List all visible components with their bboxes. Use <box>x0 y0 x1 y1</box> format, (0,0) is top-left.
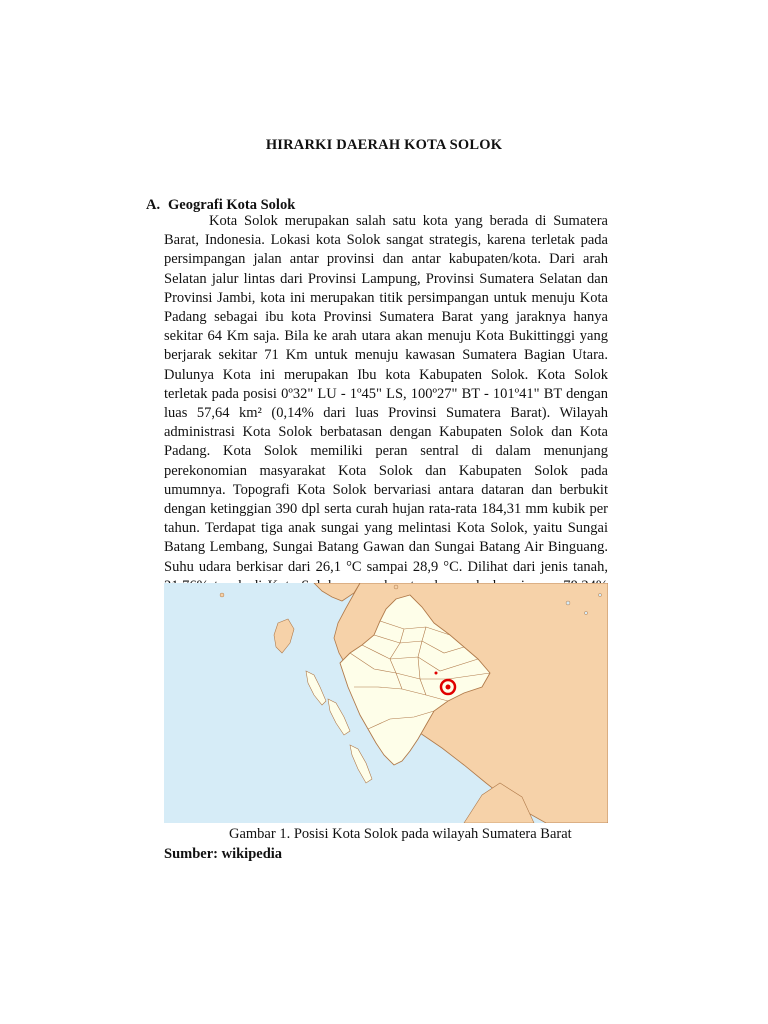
figure-source: Sumber: wikipedia <box>164 846 283 862</box>
map-islet <box>566 601 570 605</box>
map-figure <box>164 583 608 823</box>
kota-solok-dot <box>446 685 451 690</box>
map-islet <box>584 611 587 614</box>
page-title: HIRARKI DAERAH KOTA SOLOK <box>265 137 503 153</box>
map-city-dot <box>435 672 438 675</box>
section-number: A. <box>146 197 161 213</box>
map-islet <box>220 593 224 597</box>
figure-caption: Gambar 1. Posisi Kota Solok pada wilayah Sumatera Barat <box>229 826 572 842</box>
section-heading-text: Geografi Kota Solok <box>168 197 296 213</box>
sumatera-barat-map <box>164 583 608 823</box>
body-paragraph: Kota Solok merupakan salah satu kota yang berada di Sumatera Barat, Indonesia. Lokasi kota Solok sangat strategis, karena terletak pada persimpangan jalan antar provinsi dan antar kabupaten/kota. Dari arah Selatan jalur lintas dari Provinsi Lampung, Provinsi Sumatera Selatan dan Provinsi Jambi, kota ini merupakan titik persimpangan untuk menuju Kota Padang sebagai ibu kota Provinsi Sumatera Barat yang jaraknya hanya sekitar 64 Km saja. Bila ke arah utara akan menuju Kota Bukittinggi yang berjarak sekitar 71 Km untuk menuju kawasan Sumatera Bagian Utara. Dulunya Kota ini merupakan Ibu kota Kabupaten Solok. Kota Solok terletak pada posisi 0º32" LU - 1º45" LS, 100º27" BT - 101º41" BT dengan luas 57,64 km² (0,14% dari luas Provinsi Sumatera Barat). Wilayah administrasi Kota Solok berbatasan dengan Kabupaten Solok dan Kota Padang. Kota Solok memiliki peran sentral di dalam menunjang perekonomian masyarakat Kota Solok dan Kabupaten Solok pada umumnya. Topografi Kota Solok bervariasi antara dataran dan berbukit dengan ketinggian 390 dpl serta curah hujan rata-rata 184,31 mm kubik per tahun. Terdapat tiga anak sungai yang melintasi Kota Solok, yaitu Sungai Batang Lembang, Sungai Batang Gawan dan Sungai Batang Air Binguang. Suhu udara berkisar dari 26,1 °C sampai 28,9 °C. Dilihat dari jenis tanah, <box>164 213 608 575</box>
map-islet <box>394 585 398 589</box>
map-islet <box>598 593 601 596</box>
